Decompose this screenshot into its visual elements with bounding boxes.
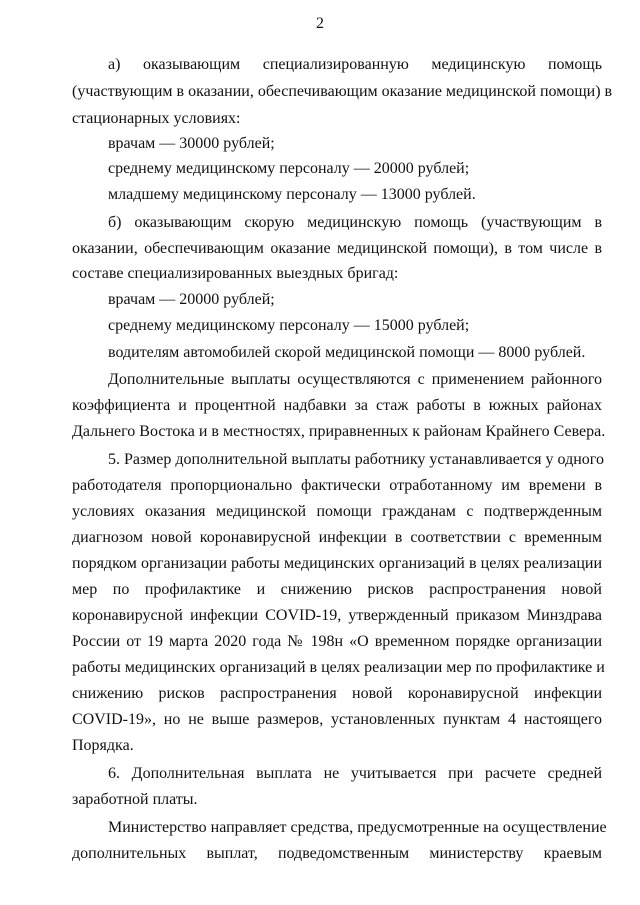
text-line: диагнозом новой коронавирусной инфекции в соответствии с временным	[72, 529, 602, 546]
text-line: коронавирусной инфекции COVID-19, утвержденный приказом Минздрава	[72, 607, 602, 624]
text-line: работодателя пропорционально фактически отработанному им времени в	[72, 477, 602, 494]
text-line: водителям автомобилей скорой медицинской помощи — 8000 рублей.	[108, 344, 586, 361]
text-line: 6. Дополнительная выплата не учитывается при расчете средней	[108, 765, 602, 782]
text-line: составе специализированных выездных бригад:	[72, 265, 399, 282]
text-line: врачам — 20000 рублей;	[108, 291, 275, 308]
text-line: Министерство направляет средства, предусмотренные на осуществление	[108, 819, 607, 836]
text-line: России от 19 марта 2020 года № 198н «О временном порядке организации	[72, 633, 602, 650]
text-line: работы медицинских организаций в целях реализации мер по профилактике и	[72, 659, 605, 676]
text-line: Порядка.	[72, 737, 134, 754]
text-line: COVID-19», но не выше размеров, установленных пунктам 4 настоящего	[72, 711, 602, 728]
text-line: 5. Размер дополнительной выплаты работнику устанавливается у одного	[108, 451, 604, 468]
text-line: условиях оказания медицинской помощи гражданам с подтвержденным	[72, 503, 602, 520]
text-line: дополнительных выплат, подведомственным министерству краевым	[72, 845, 602, 862]
text-line: врачам — 30000 рублей;	[108, 135, 275, 152]
text-line: Дальнего Востока и в местностях, приравненных к районам Крайнего Севера.	[72, 423, 606, 440]
text-line: б) оказывающим скорую медицинскую помощь (участвующим в	[108, 214, 602, 231]
text-line: среднему медицинскому персоналу — 15000 рублей;	[108, 317, 470, 334]
text-line: стационарных условиях:	[72, 110, 241, 127]
text-line: порядком организации работы медицинских организаций в целях реализации	[72, 555, 602, 572]
text-line: (участвующим в оказании, обеспечивающим оказание медицинской помощи) в	[72, 83, 613, 100]
text-line: среднему медицинскому персоналу — 20000 рублей;	[108, 160, 470, 177]
text-line: снижению рисков распространения новой коронавирусной инфекции	[72, 685, 602, 702]
text-line: заработной платы.	[72, 791, 198, 808]
text-line: оказании, обеспечивающим оказание медицинской помощи), в том числе в	[72, 240, 602, 257]
text-line: а) оказывающим специализированную медицинскую помощь	[108, 56, 602, 73]
text-line: мер по профилактике и снижению рисков распространения новой	[72, 581, 602, 598]
text-line: младшему медицинскому персоналу — 13000 рублей.	[108, 186, 476, 203]
text-line: коэффициента и процентной надбавки за стаж работы в южных районах	[72, 397, 602, 414]
page-number: 2	[316, 15, 324, 32]
text-line: Дополнительные выплаты осуществляются с применением районного	[108, 371, 602, 388]
